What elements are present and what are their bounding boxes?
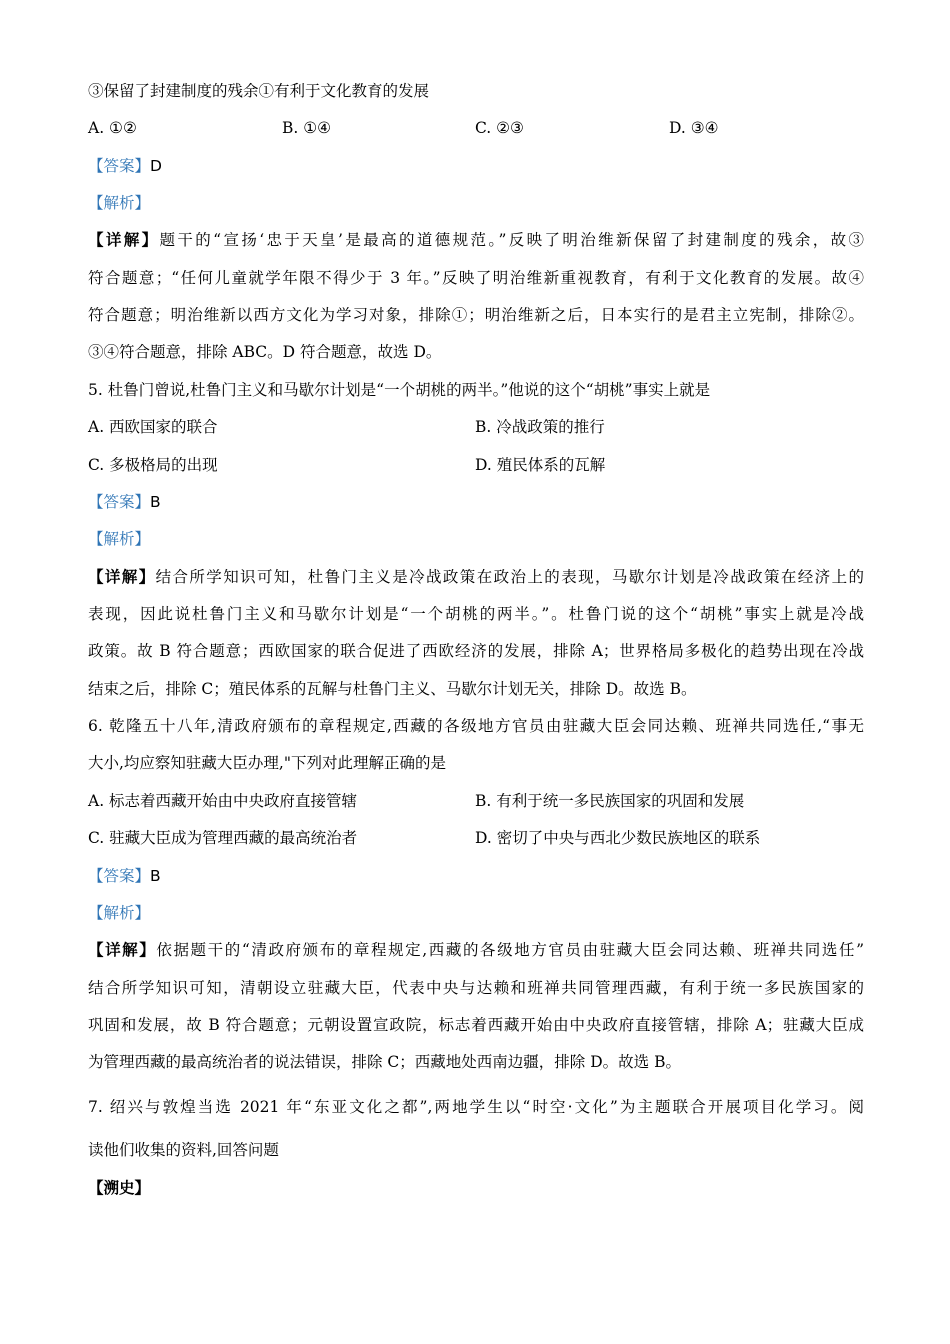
answer-value: B	[150, 867, 161, 885]
q4-option-d: D. ③④	[669, 119, 719, 137]
answer-value: D	[150, 157, 162, 175]
detail-text: 结合所学知识可知，杜鲁门主义是冷战政策在政治上的表现，马歇尔计划是冷战政策在经济上的	[155, 568, 864, 586]
q4-option-b: B. ①④	[282, 119, 332, 137]
q5-option-b: B. 冷战政策的推行	[475, 418, 605, 436]
q4-detail-line-4: ③④符合题意，排除 ABC。D 符合题意，故选 D。	[88, 343, 442, 361]
q4-option-c: C. ②③	[475, 119, 524, 137]
q6-option-d: D. 密切了中央与西北少数民族地区的联系	[475, 829, 761, 847]
q6-detail-line-2: 结合所学知识可知，清朝设立驻藏大臣，代表中央与达赖和班禅共同管理西藏，有利于统一多民族国家的	[88, 979, 864, 997]
q5-option-a: A. 西欧国家的联合	[88, 418, 218, 436]
detail-label: 【详解】	[88, 567, 156, 586]
detail-text: 依据题干的“清政府颁布的章程规定,西藏的各级地方官员由驻藏大臣会同达赖、班禅共同选任”	[156, 941, 864, 959]
q6-question-line-1: 6. 乾隆五十八年,清政府颁布的章程规定,西藏的各级地方官员由驻藏大臣会同达赖、班禅共同选任,“事无	[88, 717, 864, 735]
q6-detail-line-1	[88, 940, 864, 960]
q4-detail-line-2: 符合题意；“任何儿童就学年限不得少于 3 年。”反映了明治维新重视教育，有利于文化教育的发展。故④	[88, 269, 864, 287]
q6-option-a: A. 标志着西藏开始由中央政府直接管辖	[88, 792, 358, 810]
q5-detail-line-3: 政策。故 B 符合题意；西欧国家的联合促进了西欧经济的发展，排除 A；世界格局多极化的趋势出现在冷战	[88, 642, 864, 660]
detail-label: 【详解】	[88, 230, 160, 249]
q4-answer	[88, 156, 162, 176]
q5-detail-line-4: 结束之后，排除 C；殖民体系的瓦解与杜鲁门主义、马歇尔计划无关，排除 D。故选 B。	[88, 680, 697, 698]
answer-label: 【答案】	[88, 493, 151, 511]
q6-detail-line-4: 为管理西藏的最高统治者的说法错误，排除 C；西藏地处西南边疆，排除 D。故选 B。	[88, 1053, 681, 1071]
continued-option-line: ③保留了封建制度的残余①有利于文化教育的发展	[88, 82, 430, 100]
answer-label: 【答案】	[88, 867, 151, 885]
q6-detail-line-3: 巩固和发展，故 B 符合题意；元朝设置宣政院，标志着西藏开始由中央政府直接管辖，排除 A；驻藏大臣成	[88, 1016, 864, 1034]
q5-option-d: D. 殖民体系的瓦解	[475, 456, 606, 474]
q5-detail-line-1	[88, 567, 864, 587]
q7-question-line-2: 读他们收集的资料,回答问题	[88, 1141, 279, 1159]
q4-detail-line-3: 符合题意；明治维新以西方文化为学习对象，排除①；明治维新之后，日本实行的是君主立宪制，排除②。	[88, 306, 864, 324]
detail-text: 题干的“宣扬‘忠于天皇’是最高的道德规范。”反映了明治维新保留了封建制度的残余，故③	[159, 231, 864, 249]
q4-analysis-label: 【解析】	[88, 194, 151, 212]
q5-answer	[88, 492, 161, 512]
q7-question-line-1: 7. 绍兴与敦煌当选 2021 年“东亚文化之都”,两地学生以“时空·文化”为主题联合开展项目化学习。阅	[88, 1098, 864, 1116]
q5-question: 5. 杜鲁门曾说,杜鲁门主义和马歇尔计划是“一个胡桃的两半。”他说的这个“胡桃”事实上就是	[88, 381, 711, 399]
q6-option-c: C. 驻藏大臣成为管理西藏的最高统治者	[88, 829, 358, 847]
q4-detail-line-1	[88, 230, 864, 250]
q5-analysis-label: 【解析】	[88, 530, 151, 548]
q6-answer	[88, 866, 161, 886]
q7-section-heading: 【溯史】	[88, 1178, 151, 1197]
q6-analysis-label: 【解析】	[88, 904, 151, 922]
q6-question-line-2: 大小,均应察知驻藏大臣办理,"下列对此理解正确的是	[88, 754, 446, 772]
answer-value: B	[150, 493, 161, 511]
q5-detail-line-2: 表现，因此说杜鲁门主义和马歇尔计划是“一个胡桃的两半。”。杜鲁门说的这个“胡桃”事实上就是冷战	[88, 605, 864, 623]
q5-option-c: C. 多极格局的出现	[88, 456, 218, 474]
q4-option-a: A. ①②	[88, 119, 137, 137]
answer-label: 【答案】	[88, 157, 151, 175]
detail-label: 【详解】	[88, 940, 157, 959]
q6-option-b: B. 有利于统一多民族国家的巩固和发展	[475, 792, 745, 810]
